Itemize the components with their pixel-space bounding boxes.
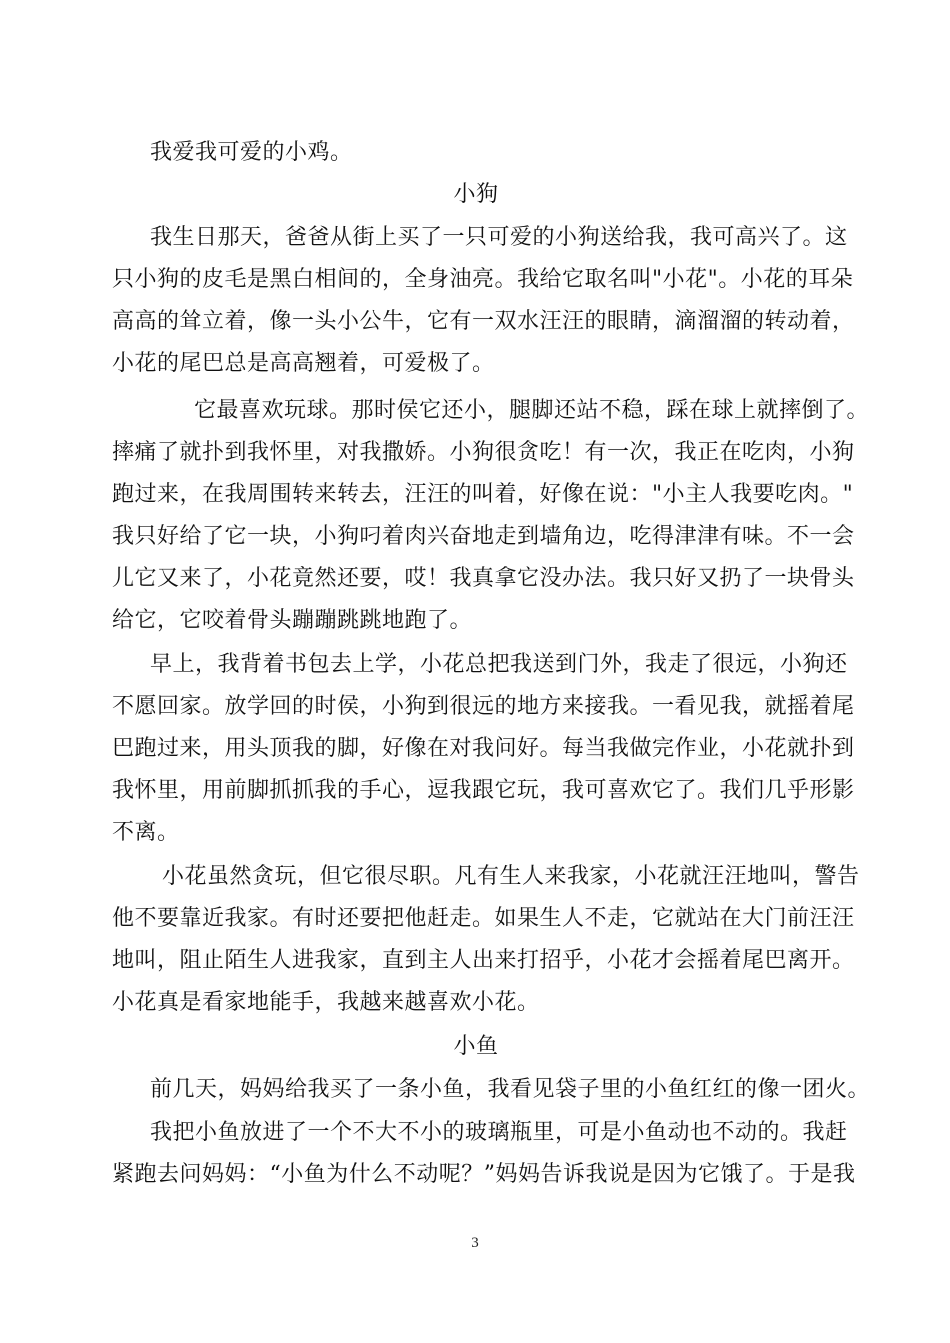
text-line: 跑过来，在我周围转来转去，汪汪的叫着，好像在说："小主人我要吃肉。"	[112, 482, 854, 507]
text-line: 儿它又来了，小花竟然还要，哎！我真拿它没办法。我只好又扔了一块骨头	[112, 566, 855, 591]
text-line: 给它，它咬着骨头蹦蹦跳跳地跑了。	[112, 608, 473, 633]
text-line: 小花的尾巴总是高高翘着，可爱极了。	[112, 351, 495, 376]
text-line: 小花真是看家地能手，我越来越喜欢小花。	[112, 990, 540, 1015]
text-line: 我生日那天，爸爸从街上买了一只可爱的小狗送给我，我可高兴了。这	[150, 225, 848, 250]
text-line: 我只好给了它一块，小狗叼着肉兴奋地走到墙角边，吃得津津有味。不一会	[112, 524, 855, 549]
page-number: 3	[471, 1235, 479, 1251]
text-line: 早上，我背着书包去上学，小花总把我送到门外，我走了很远，小狗还	[150, 652, 848, 677]
text-line: 不愿回家。放学回的时侯，小狗到很远的地方来接我。一看见我，就摇着尾	[112, 694, 855, 719]
text-line: 地叫，阻止陌生人进我家，直到主人出来打招乎，小花才会摇着尾巴离开。	[112, 948, 855, 973]
text-line: 巴跑过来，用头顶我的脚，好像在对我问好。每当我做完作业，小花就扑到	[112, 736, 855, 761]
text-line: 我怀里，用前脚抓抓我的手心，逗我跟它玩，我可喜欢它了。我们几乎形影	[112, 778, 855, 803]
text-line: 小花虽然贪玩，但它很尽职。凡有生人来我家，小花就汪汪地叫，警告	[162, 864, 860, 889]
text-line: 他不要靠近我家。有时还要把他赶走。如果生人不走，它就站在大门前汪汪	[112, 906, 855, 931]
text-line: 它最喜欢玩球。那时侯它还小，腿脚还站不稳，踩在球上就摔倒了。	[194, 398, 870, 423]
section-title-dog: 小狗	[453, 182, 499, 207]
text-line: 摔痛了就扑到我怀里，对我撒娇。小狗很贪吃！有一次，我正在吃肉，小狗	[112, 440, 855, 465]
text-line: 前几天，妈妈给我买了一条小鱼，我看见袋子里的小鱼红红的像一团火。	[150, 1077, 871, 1102]
text-line: 不离。	[112, 820, 180, 845]
text-line: 只小狗的皮毛是黑白相间的，全身油亮。我给它取名叫"小花"。小花的耳朵	[112, 267, 854, 292]
text-line: 高高的耸立着，像一头小公牛，它有一双水汪汪的眼睛，滴溜溜的转动着，	[112, 309, 855, 334]
text-line: 紧跑去问妈妈：“小鱼为什么不动呢？”妈妈告诉我说是因为它饿了。于是我	[112, 1162, 856, 1187]
text-line: 我把小鱼放进了一个不大不小的玻璃瓶里，可是小鱼动也不动的。我赶	[150, 1120, 848, 1145]
section-title-fish: 小鱼	[453, 1034, 499, 1059]
intro-line: 我爱我可爱的小鸡。	[150, 140, 353, 165]
